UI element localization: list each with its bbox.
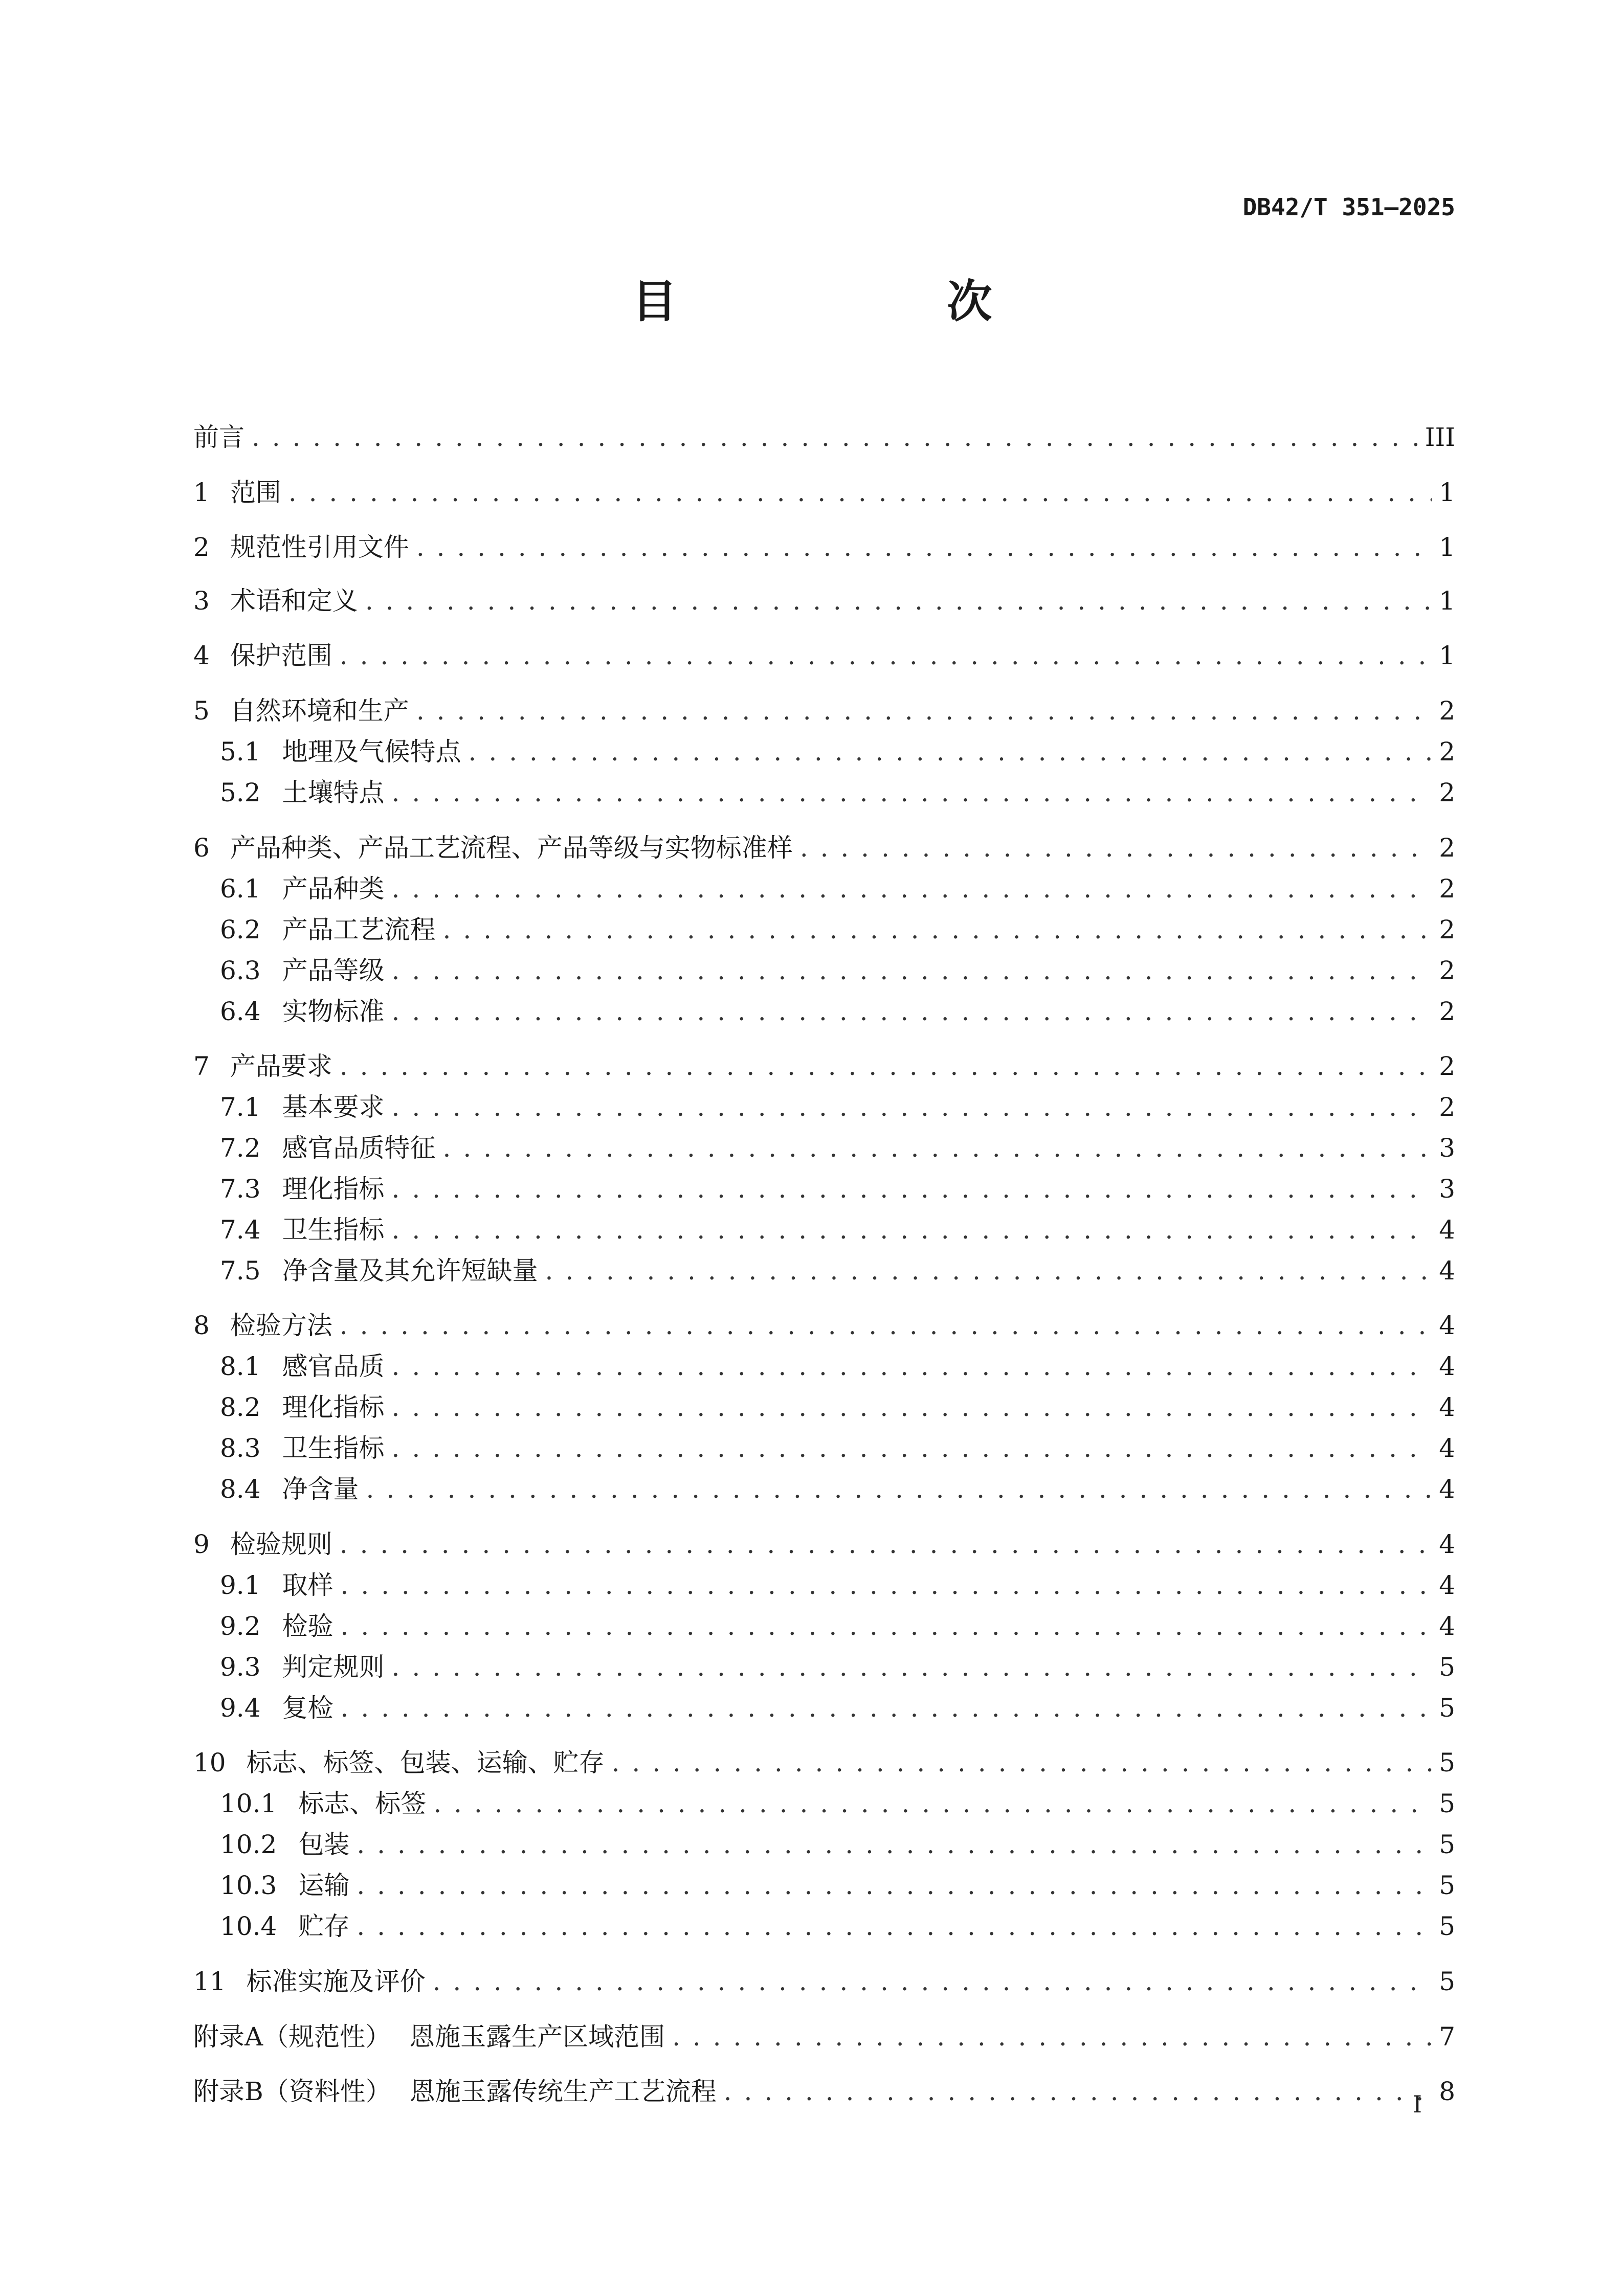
- toc-entry-label: 感官品质: [282, 1352, 385, 1381]
- toc-entry[interactable]: [193, 2019, 1455, 2055]
- document-code: DB42/T 351—2025: [1242, 193, 1455, 221]
- toc-entry-label: 复检: [282, 1693, 333, 1723]
- toc-dot-leader: [800, 830, 1432, 866]
- toc-entry-page: 2: [1439, 956, 1455, 985]
- toc-entry[interactable]: [193, 1048, 1455, 1084]
- toc-dot-leader: [252, 419, 1418, 455]
- toc-entry-number: 8.2: [220, 1392, 261, 1422]
- toc-entry-number: 8.3: [220, 1433, 261, 1463]
- toc-entry-label: 标志、标签: [298, 1789, 427, 1818]
- toc-entry-number: 附录B（资料性）: [193, 2077, 391, 2106]
- toc-entry[interactable]: [193, 638, 1455, 673]
- toc-entry-label: 标志、标签、包装、运输、贮存: [246, 1748, 605, 1777]
- toc-entry-page: 4: [1439, 1352, 1455, 1381]
- toc-entry-number: 10.3: [220, 1871, 277, 1900]
- toc-entry-page: 4: [1439, 1474, 1455, 1504]
- toc-dot-leader: [340, 1308, 1432, 1343]
- toc-entry-page: 5: [1439, 1871, 1455, 1900]
- toc-entry[interactable]: [193, 1308, 1455, 1343]
- toc-dot-leader: [392, 1430, 1432, 1466]
- toc-entry[interactable]: [220, 994, 1455, 1029]
- toc-entry-number: 6.1: [220, 874, 261, 904]
- toc-entry-number: 10.4: [220, 1911, 277, 1941]
- toc-dot-leader: [340, 1048, 1432, 1084]
- toc-dot-leader: [392, 953, 1432, 988]
- toc-dot-leader: [340, 638, 1432, 673]
- toc-dot-leader: [392, 1649, 1432, 1685]
- toc-entry-page: 4: [1439, 1311, 1455, 1340]
- toc-entry-label: 卫生指标: [282, 1433, 385, 1463]
- toc-entry[interactable]: [193, 1526, 1455, 1562]
- toc-dot-leader: [392, 871, 1432, 907]
- toc-entry-number: 10.1: [220, 1789, 277, 1818]
- toc-entry-label: 产品工艺流程: [282, 915, 436, 944]
- toc-entry-label: 包装: [298, 1830, 350, 1859]
- toc-entry-label: 范围: [230, 478, 281, 507]
- toc-entry-page: 7: [1439, 2022, 1455, 2052]
- toc-entry[interactable]: [220, 1389, 1455, 1425]
- toc-entry-page: 5: [1439, 1748, 1455, 1777]
- toc-entry-label: 恩施玉露传统生产工艺流程: [409, 2077, 717, 2106]
- toc-entry-number: 7.1: [220, 1092, 261, 1122]
- toc-entry-page: 5: [1439, 1830, 1455, 1859]
- toc-entry-number: 6.2: [220, 915, 261, 944]
- toc-entry-page: 2: [1439, 778, 1455, 807]
- toc-entry-number: 3: [193, 586, 210, 616]
- toc-dot-leader: [392, 994, 1432, 1029]
- toc-entry-number: 11: [193, 1967, 226, 1996]
- toc-entry-label: 卫生指标: [282, 1215, 385, 1245]
- toc-dot-leader: [612, 1745, 1432, 1781]
- toc-entry[interactable]: [193, 419, 1455, 455]
- toc-entry-number: 7.4: [220, 1215, 261, 1245]
- toc-entry-label: 产品种类、产品工艺流程、产品等级与实物标准样: [230, 833, 793, 863]
- toc-entry-number: 7.5: [220, 1256, 261, 1286]
- toc-dot-leader: [416, 693, 1432, 729]
- toc-entry[interactable]: [220, 1690, 1455, 1726]
- toc-entry-number: 9.1: [220, 1570, 261, 1600]
- toc-entry[interactable]: [220, 775, 1455, 811]
- toc-dot-leader: [357, 1908, 1432, 1944]
- toc-entry-page: 5: [1439, 1652, 1455, 1682]
- toc-entry-number: 1: [193, 478, 210, 507]
- toc-entry-page: 2: [1439, 737, 1455, 767]
- toc-entry-page: 2: [1439, 696, 1455, 726]
- toc-entry-number: 10.2: [220, 1830, 277, 1859]
- toc-entry-label: 产品种类: [282, 874, 385, 904]
- toc-entry-label: 感官品质特征: [282, 1133, 436, 1163]
- toc-entry[interactable]: [220, 1649, 1455, 1685]
- toc-entry-page: III: [1425, 422, 1455, 452]
- toc-entry[interactable]: [220, 912, 1455, 948]
- toc-entry[interactable]: [220, 734, 1455, 770]
- toc-entry-page: 4: [1439, 1529, 1455, 1559]
- toc-entry-label: 术语和定义: [230, 586, 358, 616]
- toc-entry-number: 8.4: [220, 1474, 261, 1504]
- toc-entry-label: 前言: [193, 422, 244, 452]
- toc-dot-leader: [433, 1964, 1432, 1999]
- toc-entry-page: 5: [1439, 1967, 1455, 1996]
- toc-entry-number: 5.2: [220, 778, 261, 807]
- toc-entry[interactable]: [220, 1430, 1455, 1466]
- toc-entry-label: 产品要求: [230, 1051, 332, 1081]
- toc-entry-label: 地理及气候特点: [282, 737, 461, 767]
- toc-entry-number: 9: [193, 1529, 210, 1559]
- toc-entry[interactable]: [193, 1964, 1455, 1999]
- toc-entry-label: 产品等级: [282, 956, 385, 985]
- toc-entry-label: 基本要求: [282, 1092, 385, 1122]
- toc-entry[interactable]: [220, 1348, 1455, 1384]
- toc-dot-leader: [341, 1567, 1432, 1603]
- toc-entry-label: 取样: [282, 1570, 333, 1600]
- toc-dot-leader: [366, 1471, 1432, 1507]
- toc-entry-number: 6.3: [220, 956, 261, 985]
- toc-entry-number: 9.2: [220, 1611, 261, 1641]
- toc-dot-leader: [357, 1867, 1432, 1903]
- toc-dot-leader: [392, 775, 1432, 811]
- toc-entry-page: 8: [1439, 2077, 1455, 2106]
- page-number: I: [1412, 2090, 1422, 2118]
- toc-entry[interactable]: [220, 1089, 1455, 1125]
- toc-entry[interactable]: [220, 1867, 1455, 1903]
- toc-entry[interactable]: [220, 1608, 1455, 1644]
- toc-entry[interactable]: [220, 871, 1455, 907]
- toc-dot-leader: [545, 1253, 1432, 1289]
- toc-entry[interactable]: [220, 1786, 1455, 1821]
- page-title: 目 次: [632, 275, 1105, 328]
- toc-dot-leader: [443, 1130, 1432, 1166]
- toc-entry-page: 4: [1439, 1392, 1455, 1422]
- toc-entry-label: 检验方法: [230, 1311, 332, 1340]
- toc-entry-label: 保护范围: [230, 641, 332, 670]
- toc-entry[interactable]: [220, 1171, 1455, 1207]
- toc-entry-number: 9.4: [220, 1693, 261, 1723]
- toc-entry[interactable]: [220, 1827, 1455, 1862]
- toc-entry-page: 4: [1439, 1433, 1455, 1463]
- toc-entry-number: 2: [193, 532, 210, 562]
- toc-entry-label: 土壤特点: [282, 778, 385, 807]
- toc-entry-number: 6: [193, 833, 210, 863]
- toc-entry-page: 2: [1439, 1092, 1455, 1122]
- toc-dot-leader: [469, 734, 1432, 770]
- toc-entry-page: 2: [1439, 874, 1455, 904]
- toc-entry[interactable]: [193, 529, 1455, 565]
- toc-entry[interactable]: [193, 1745, 1455, 1781]
- toc-entry-label: 实物标准: [282, 997, 385, 1026]
- toc-entry-page: 4: [1439, 1215, 1455, 1245]
- toc-entry-label: 净含量及其允许短缺量: [282, 1256, 538, 1286]
- toc-dot-leader: [392, 1389, 1432, 1425]
- toc-entry-label: 理化指标: [282, 1174, 385, 1204]
- toc-entry[interactable]: [193, 583, 1455, 619]
- toc-entry-page: 4: [1439, 1611, 1455, 1641]
- toc-entry[interactable]: [220, 953, 1455, 988]
- toc-entry[interactable]: [220, 1212, 1455, 1248]
- toc-entry-page: 3: [1439, 1133, 1455, 1163]
- toc-entry[interactable]: [193, 2074, 1455, 2109]
- toc-entry-label: 净含量: [282, 1474, 359, 1504]
- toc-entry-page: 1: [1439, 478, 1455, 507]
- toc-entry-page: 5: [1439, 1789, 1455, 1818]
- toc-entry[interactable]: [220, 1567, 1455, 1603]
- toc-entry-number: 4: [193, 641, 210, 670]
- toc-entry-number: 6.4: [220, 997, 261, 1026]
- toc-dot-leader: [341, 1608, 1432, 1644]
- toc-entry-number: 附录A（规范性）: [193, 2022, 391, 2052]
- toc-entry-number: 5.1: [220, 737, 261, 767]
- toc-entry-label: 标准实施及评价: [246, 1967, 426, 1996]
- toc-entry-page: 5: [1439, 1911, 1455, 1941]
- toc-dot-leader: [672, 2019, 1432, 2055]
- toc-entry-number: 8.1: [220, 1352, 261, 1381]
- toc-dot-leader: [357, 1827, 1432, 1862]
- toc-entry-page: 2: [1439, 1051, 1455, 1081]
- toc-entry-page: 2: [1439, 915, 1455, 944]
- toc-entry-label: 检验: [282, 1611, 333, 1641]
- toc-entry-page: 2: [1439, 833, 1455, 863]
- toc-entry-page: 2: [1439, 997, 1455, 1026]
- toc-entry[interactable]: [220, 1908, 1455, 1944]
- toc-entry-number: 7.3: [220, 1174, 261, 1204]
- toc-dot-leader: [392, 1348, 1432, 1384]
- toc-entry-page: 1: [1439, 586, 1455, 616]
- toc-entry-number: 10: [193, 1748, 226, 1777]
- toc-entry-page: 1: [1439, 532, 1455, 562]
- toc-entry-number: 9.3: [220, 1652, 261, 1682]
- toc-entry-page: 3: [1439, 1174, 1455, 1204]
- toc-entry-page: 4: [1439, 1256, 1455, 1286]
- toc-entry[interactable]: [220, 1253, 1455, 1289]
- toc-dot-leader: [392, 1171, 1432, 1207]
- toc-entry-label: 自然环境和生产: [230, 696, 409, 726]
- toc-entry[interactable]: [193, 475, 1455, 510]
- toc-entry[interactable]: [193, 830, 1455, 866]
- toc-entry-label: 检验规则: [230, 1529, 332, 1559]
- toc-entry-number: 7.2: [220, 1133, 261, 1163]
- toc-entry[interactable]: [193, 693, 1455, 729]
- toc-entry-label: 运输: [298, 1871, 350, 1900]
- toc-dot-leader: [724, 2074, 1432, 2109]
- toc-entry-label: 恩施玉露生产区域范围: [409, 2022, 665, 2052]
- toc-entry[interactable]: [220, 1130, 1455, 1166]
- toc-dot-leader: [340, 1526, 1432, 1562]
- toc-dot-leader: [392, 1212, 1432, 1248]
- toc-entry[interactable]: [220, 1471, 1455, 1507]
- toc-entry-number: 7: [193, 1051, 210, 1081]
- toc-dot-leader: [416, 529, 1432, 565]
- toc-entry-label: 贮存: [298, 1911, 350, 1941]
- toc-dot-leader: [433, 1786, 1432, 1821]
- toc-entry-page: 5: [1439, 1693, 1455, 1723]
- toc-entry-label: 判定规则: [282, 1652, 385, 1682]
- toc-entry-label: 规范性引用文件: [230, 532, 409, 562]
- toc-dot-leader: [443, 912, 1432, 948]
- toc-entry-number: 5: [193, 696, 210, 726]
- toc-dot-leader: [341, 1690, 1432, 1726]
- toc-dot-leader: [288, 475, 1432, 510]
- toc-dot-leader: [365, 583, 1432, 619]
- toc-dot-leader: [392, 1089, 1432, 1125]
- toc-entry-label: 理化指标: [282, 1392, 385, 1422]
- toc-entry-page: 4: [1439, 1570, 1455, 1600]
- toc-entry-page: 1: [1439, 641, 1455, 670]
- toc-entry-number: 8: [193, 1311, 210, 1340]
